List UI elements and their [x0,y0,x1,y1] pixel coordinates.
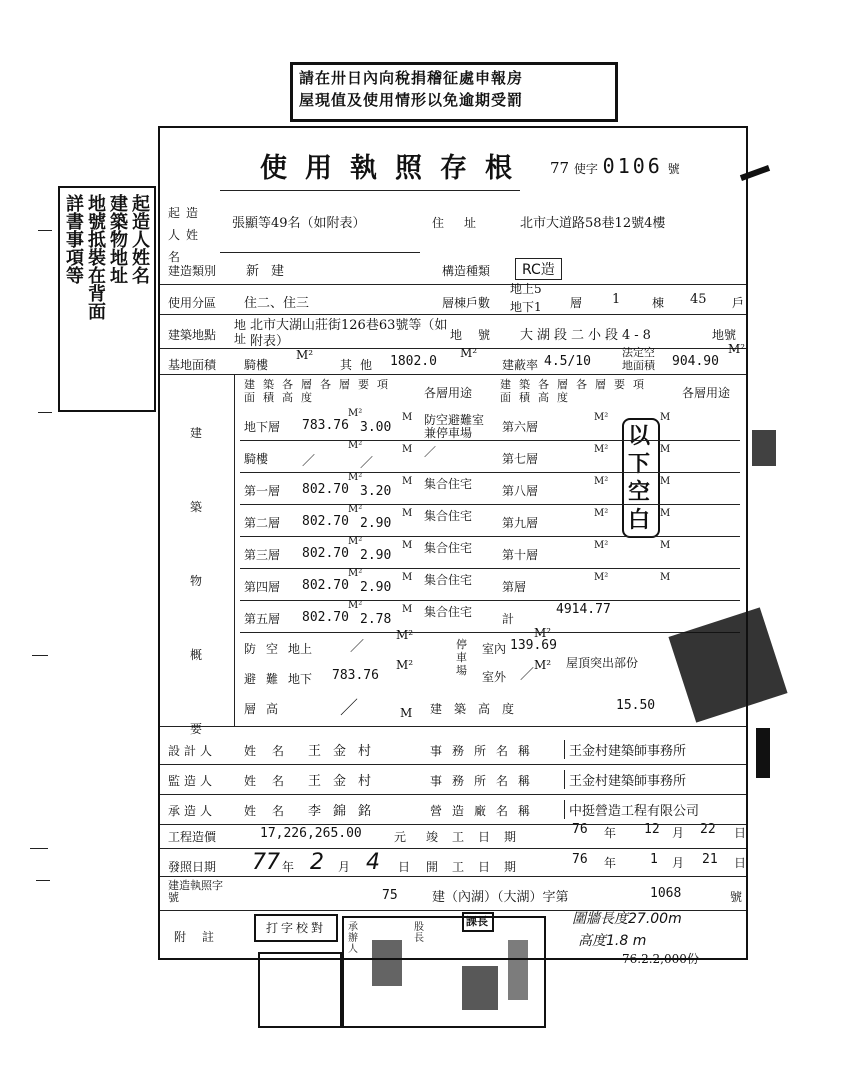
arcade-unit: M² [296,348,314,362]
buildings-count: 1 [612,292,621,307]
seal-mark [372,940,402,986]
side-note-col3: 地號抵裝在背面 [85,194,106,320]
location-addr: 北市大湖山莊街126巷63號等（如附表） [250,318,448,349]
rule [160,764,746,765]
floor-use: 集合住宅 [424,573,473,587]
rule [160,876,746,877]
permit-ref-number: 1068 [650,886,682,901]
rule [240,504,740,505]
cost-value: 17,226,265.00 [260,826,362,841]
supervisor-office: 王金村建築師事務所 [564,770,686,789]
floor-name-right: 第八層 [502,484,539,498]
day-unit: 日 [734,826,747,840]
remarks-label: 附註 [174,930,231,944]
floor-header-use2: 各層用途 [682,386,731,400]
floor-height: 3.20 [360,484,392,499]
shelter-below-label: 地下 [288,672,313,686]
designer-label: 設計人 [168,744,217,758]
contractor-label: 承造人 [168,804,217,818]
floor-header-use: 各層用途 [424,386,473,400]
margin-mark [38,230,52,231]
floor-name: 第三層 [244,548,281,562]
lot-value: 大湖段二小段4-8 [520,328,655,343]
unit-unit: 戶 [732,296,745,310]
floor-area: 783.76 [302,418,349,433]
floor-name-right: 第層 [502,580,527,594]
roof-label: 屋頂突出部份 [566,656,639,670]
open-space-unit: M² [728,342,746,356]
floor-name: 地下層 [244,420,281,434]
issue-year: 77 [252,850,280,875]
contractor-office-label: 營造廠名稱 [430,804,541,818]
open-space-label: 法定空地面積 [622,346,655,372]
floor-area: 802.70 [302,610,349,625]
floor-name-right: 第七層 [502,452,539,466]
unit-label: M² [594,540,609,551]
year-unit: 年 [282,860,295,874]
permit-suffix: 號 [667,162,680,176]
rule [240,440,740,441]
permit-type: 使字 [573,162,598,176]
structure-label: 構造種類 [442,264,491,278]
floor-use: 集合住宅 [424,541,473,555]
rule [160,848,746,849]
floor-area: 802.70 [302,546,349,561]
builder-value: 張顯等49名（如附表） [232,216,366,231]
unit-label: M [402,540,413,551]
coverage-value: 4.5/10 [544,354,591,369]
rule [160,314,746,315]
bleed-mark [756,728,770,778]
floor-area: 802.70 [302,578,349,593]
floor-use: 集合住宅 [424,477,473,491]
designer-office: 王金村建築師事務所 [564,740,686,759]
rule [240,536,740,537]
units-count: 45 [690,292,707,307]
completion-month: 12 [644,822,660,837]
shelter-label2: 避難 [244,672,289,686]
unit-label: M [402,604,413,615]
day-unit: 日 [398,860,411,874]
floor-name: 第一層 [244,484,281,498]
floor-height: 2.78 [360,612,392,627]
proof-stamp: 打字校對 [254,914,338,942]
unit-label: M [402,412,413,423]
completion-year: 76 [572,822,588,837]
rule [160,348,746,349]
unit-label: M² [348,408,363,419]
designer-office-label: 事務所名稱 [430,744,541,758]
permit-form [158,126,748,960]
unit-label: M² [594,508,609,519]
month-unit: 月 [672,826,685,840]
unit-label: M [660,572,671,583]
rule [220,252,420,253]
supervisor-office-label: 事務所名稱 [430,774,541,788]
unit-label: M² [348,472,363,483]
side-note-col1: 起造人姓名 [129,194,150,284]
bldg-height-value: 15.50 [616,698,656,713]
contractor-name: 李錦銘 [308,804,384,819]
start-year: 76 [572,852,588,867]
building-type-label: 建造類別 [168,264,217,278]
parking-outdoor-label: 室外 [482,670,507,684]
floor-name-right: 計 [502,612,515,626]
floor-height: 2.90 [360,580,392,595]
rule [240,632,740,633]
year-unit: 年 [604,856,617,870]
lot-label: 地號 [450,328,507,342]
permit-ref-text: 建（內湖）（大湖）字第 [432,890,569,905]
contractor-office: 中挺營造工程有限公司 [564,800,699,819]
unit-label: M [402,444,413,455]
designer-name-label: 姓名 [244,744,301,758]
shelter-above-label: 地上 [288,642,313,656]
day-unit: 日 [734,856,747,870]
floor-name-right: 第六層 [502,420,539,434]
permit-ref-label: 建造執照字號 [168,879,223,904]
shelter-below-value: 783.76 [332,668,379,683]
unit-label: M [400,706,413,720]
completion-label: 竣工日期 [426,830,531,844]
unit-label: M² [396,628,414,642]
permit-ref-year: 75 [382,888,398,903]
cost-unit: 元 [394,830,407,844]
other-label: 其他 [340,358,381,372]
section-label: 建築物概要 [190,426,203,736]
stamp-label-2: 股長 [414,922,424,944]
side-note [58,186,156,412]
building-unit: 棟 [652,296,665,310]
site-area-label: 基地面積 [168,358,217,372]
unit-label: M [660,508,671,519]
floor-name: 第四層 [244,580,281,594]
parking-outdoor-value: ／ [520,667,534,683]
issue-day: 4 [366,850,380,875]
building-type-value: 新建 [246,264,297,279]
floor-unit: 層 [570,296,583,310]
floor-area: ／ [302,454,316,469]
rule [160,824,746,825]
unit-label: M² [594,572,609,583]
unit-label: M [402,572,413,583]
unit-label: M² [594,476,609,487]
builder-addr-value: 北市大道路58巷12號4樓 [520,216,666,231]
designer-name: 王金村 [308,744,384,759]
unit-label: M² [534,626,552,640]
side-note-col2: 建築物地址 [107,194,128,284]
floor-name: 第五層 [244,612,281,626]
floor-area: 802.70 [302,514,349,529]
permit-year: 77 [550,159,570,177]
wall-length: 圍牆長度27.00m [572,911,682,927]
permit-ref-suffix: 號 [730,890,743,904]
rule [234,374,235,726]
margin-mark [30,848,48,849]
stamp-label-3: 課長 [462,912,494,932]
wall-height: 高度1.8 m [578,933,647,949]
builder-label: 起造人姓名 [168,206,205,264]
shelter-above-value: ／ [350,639,364,655]
floor-area: 802.70 [302,482,349,497]
contractor-name-label: 姓名 [244,804,301,818]
parking-label: 停車場 [456,638,467,677]
floor-name: 第二層 [244,516,281,530]
rule [220,190,520,191]
unit-label: M² [396,658,414,672]
unit-label: M² [348,504,363,515]
parking-indoor-label: 室內 [482,642,507,656]
issue-month: 2 [310,850,324,875]
floor-name-right: 第九層 [502,516,539,530]
seal-mark [462,966,498,1010]
floor-name-right: 第十層 [502,548,539,562]
floor-header-right: 建築各層各層要項面積高度 [500,378,652,404]
print-info: 76.2.2,000份 [622,952,699,966]
rule [240,472,740,473]
supervisor-name: 王金村 [308,774,384,789]
total-area: 4914.77 [556,602,611,617]
year-unit: 年 [604,826,617,840]
location-addr-prefix: 地址 [234,318,247,346]
floors-below: 地下1 [510,300,542,314]
structure-value: RC造 [515,258,562,280]
margin-mark [38,412,52,413]
month-unit: 月 [672,856,685,870]
start-day: 21 [702,852,718,867]
floor-height: 2.90 [360,548,392,563]
bleed-mark [752,430,776,466]
unit-label: M² [534,658,552,672]
rule [160,726,746,727]
side-note-col4: 詳書事項等 [63,194,84,284]
unit-label: M² [348,440,363,451]
unit-label: M [660,444,671,455]
rule [240,568,740,569]
margin-mark [32,655,48,656]
notice-line2: 屋現值及使用情形以免逾期受罰 [299,91,524,109]
unit-label: M² [594,444,609,455]
start-label: 開工日期 [426,860,531,874]
unit-label: M [402,508,413,519]
supervisor-name-label: 姓名 [244,774,301,788]
unit-label: M² [348,568,363,579]
start-month: 1 [650,852,658,867]
height-value: ／ [340,698,358,719]
unit-label: M² [594,412,609,423]
lot-suffix: 地號 [712,328,737,342]
unit-label: M [660,412,671,423]
other-value: 1802.0 [390,354,437,369]
floor-height: 3.00 [360,420,392,435]
location-label: 建築地點 [168,328,217,342]
floor-use: 集合住宅 [424,605,473,619]
floor-use: 集合住宅 [424,509,473,523]
unit-label: M² [348,536,363,547]
unit-label: M [402,476,413,487]
bldg-height-label: 建築高度 [430,702,527,716]
builder-addr-label: 住址 [432,216,497,230]
rule [160,374,746,375]
floor-use: ／ [424,445,437,459]
stamp-label-1: 承辦人 [348,922,358,955]
floor-header-left: 建築各層各層要項面積高度 [244,378,396,404]
zoning-label: 使用分區 [168,296,217,310]
coverage-label: 建蔽率 [502,358,539,372]
month-unit: 月 [338,860,351,874]
unit-label: M [660,476,671,487]
parking-indoor-value: 139.69 [510,638,557,653]
unit-label: M [660,540,671,551]
notice-line1: 請在卅日內向稅捐稽征處申報房 [299,69,524,87]
floor-use: 防空避難室兼停車場 [424,413,485,440]
other-unit: M² [460,346,478,360]
rule [160,284,746,285]
rule [160,794,746,795]
arcade-label: 騎樓 [244,358,269,372]
supervisor-label: 監造人 [168,774,217,788]
margin-mark [36,880,50,881]
stamp-box [258,952,342,1028]
zoning-value: 住二、住三 [244,296,310,311]
rule [240,600,740,601]
seal-mark [508,940,528,1000]
issue-label: 發照日期 [168,860,217,874]
permit-num: 0106 [602,154,663,178]
page-title: 使用執照存根 [260,153,530,184]
floors-label: 層棟戶數 [442,296,491,310]
floor-height: 2.90 [360,516,392,531]
open-space-value: 904.90 [672,354,719,369]
blank-note: 以下空白 [622,418,660,538]
notice-box [290,62,618,122]
floors-above: 地上5 [510,282,542,296]
cost-label: 工程造價 [168,830,217,844]
floor-height: ／ [360,456,374,471]
height-label: 層高 [244,702,289,716]
permit-number [550,154,680,178]
shelter-label1: 防空 [244,642,289,656]
completion-day: 22 [700,822,716,837]
unit-label: M² [348,600,363,611]
floor-name: 騎樓 [244,452,269,466]
